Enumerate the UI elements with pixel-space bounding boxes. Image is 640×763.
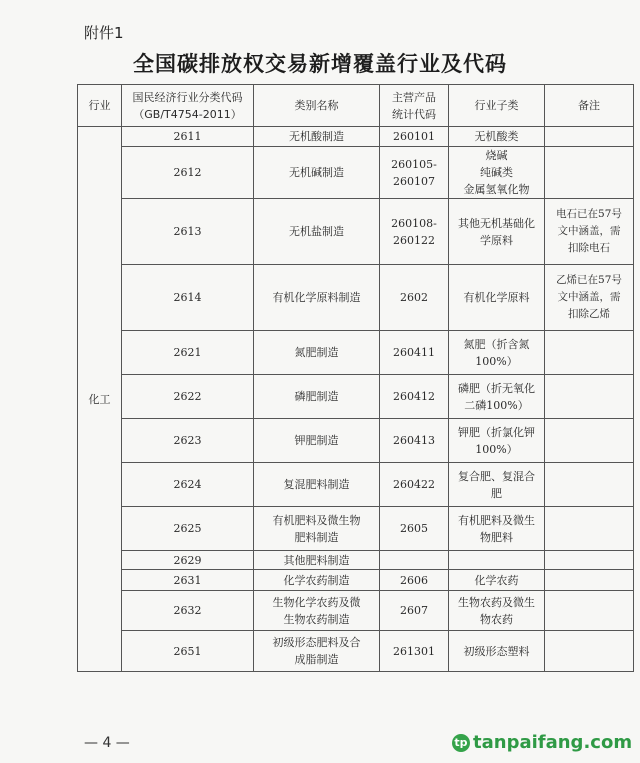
sub-industry-cell-line: 化学农药: [474, 573, 519, 587]
sub-industry-cell-line: 二磷100%）: [464, 398, 529, 412]
table-row: [78, 147, 634, 199]
sub-industry-cell: [449, 591, 545, 631]
category-cell-line: 有机化学原料制造: [272, 291, 361, 304]
product-code-cell-line: 2607: [400, 604, 428, 617]
industry-cell: 化工: [78, 127, 122, 672]
sub-industry-cell: [449, 463, 545, 507]
gb-code-cell: 2613: [122, 199, 254, 265]
note-cell: [545, 570, 634, 591]
table-row: [78, 507, 634, 551]
sub-industry-cell-line: 学原料: [480, 233, 513, 247]
category-cell-line: 无机碱制造: [289, 166, 344, 179]
product-code-cell-line: 2602: [400, 291, 428, 304]
sub-industry-cell-line: 烧碱: [485, 149, 508, 162]
category-cell-line: 化学农药制造: [283, 573, 350, 587]
sub-industry-cell: [449, 551, 545, 570]
gb-code-cell: 2622: [122, 375, 254, 419]
category-cell-line: 成脂制造: [294, 653, 339, 666]
category-cell-line: 磷肥制造: [294, 390, 339, 403]
sub-industry-cell: [449, 570, 545, 591]
tanpaifang-logo-icon: tp: [452, 734, 470, 752]
product-code-cell: [380, 331, 449, 375]
sub-industry-cell-line: 氮肥（折含氮: [463, 337, 530, 351]
header-product-code: [380, 85, 449, 127]
note-cell-line: 电石已在57号: [556, 208, 622, 220]
sub-industry-cell-line: 有机化学原料: [463, 291, 530, 304]
gb-code-cell: 2623: [122, 419, 254, 463]
gb-code-cell: 2632: [122, 591, 254, 631]
table-row: [78, 331, 634, 375]
category-cell: [254, 419, 380, 463]
product-code-cell-line: 260108-: [391, 216, 437, 230]
sub-industry-cell: [449, 199, 545, 265]
note-cell-line: 扣除电石: [568, 242, 610, 254]
product-code-cell-line: 260411: [393, 346, 435, 359]
gb-code-cell: 2625: [122, 507, 254, 551]
page-number: — 4 —: [84, 735, 130, 751]
note-cell: [545, 631, 634, 672]
product-code-cell-line: 261301: [393, 644, 435, 658]
note-cell: [545, 199, 634, 265]
sub-industry-cell-line: 其他无机基础化: [458, 216, 535, 230]
product-code-cell-line: 260122: [393, 233, 435, 247]
category-cell: [254, 570, 380, 591]
header-sub-industry: 行业子类: [449, 85, 545, 127]
sub-industry-cell-line: 初级形态塑料: [463, 644, 530, 658]
category-cell: [254, 591, 380, 631]
note-cell-line: 文中涵盖，需: [557, 291, 621, 303]
product-code-cell-line: 260413: [393, 434, 435, 447]
category-cell-line: 氮肥制造: [294, 346, 339, 359]
product-code-cell-line: 260412: [393, 390, 435, 403]
table-row: [78, 199, 634, 265]
product-code-cell: [380, 375, 449, 419]
category-cell: [254, 463, 380, 507]
product-code-cell-line: 260105-: [391, 157, 437, 171]
sub-industry-cell: [449, 375, 545, 419]
sub-industry-cell-line: 金属氢氧化物: [463, 183, 530, 196]
product-code-cell: [380, 199, 449, 265]
sub-industry-cell-line: 磷肥（折无氧化: [458, 381, 535, 395]
product-code-cell: [380, 147, 449, 199]
product-code-cell: [380, 591, 449, 631]
product-code-cell: [380, 127, 449, 147]
category-cell: [254, 507, 380, 551]
gb-code-cell: 2651: [122, 631, 254, 672]
category-cell-line: 其他肥料制造: [283, 553, 350, 567]
header-product-line2: 统计代码: [392, 107, 436, 121]
sub-industry-cell-line: 生物农药及微生: [458, 595, 535, 609]
note-cell: [545, 591, 634, 631]
sub-industry-cell-line: 物肥料: [480, 530, 513, 544]
header-note: 备注: [545, 85, 634, 127]
table-row: [78, 419, 634, 463]
gb-code-cell: 2624: [122, 463, 254, 507]
sub-industry-cell-line: 纯碱类: [480, 166, 513, 179]
note-cell: [545, 265, 634, 331]
note-cell: [545, 419, 634, 463]
category-cell-line: 有机肥料及微生物: [272, 513, 361, 527]
header-industry: 行业: [78, 85, 122, 127]
product-code-cell: [380, 551, 449, 570]
sub-industry-cell: [449, 265, 545, 331]
table-row: [78, 631, 634, 672]
sub-industry-cell-line: 钾肥（折氯化钾: [458, 425, 535, 439]
note-cell: [545, 331, 634, 375]
note-cell: [545, 375, 634, 419]
header-gb-code: [122, 85, 254, 127]
sub-industry-cell: [449, 331, 545, 375]
category-cell-line: 无机盐制造: [289, 225, 344, 238]
gb-code-cell: 2611: [122, 127, 254, 147]
industry-code-table: [77, 84, 634, 672]
product-code-cell: [380, 419, 449, 463]
note-cell: [545, 127, 634, 147]
note-cell: [545, 507, 634, 551]
watermark-text: tanpaifang.com: [473, 732, 633, 753]
sub-industry-cell: [449, 631, 545, 672]
note-cell-line: 乙烯已在57号: [556, 274, 622, 286]
sub-industry-cell-line: 肥: [491, 486, 502, 500]
note-cell-line: 文中涵盖，需: [557, 225, 621, 237]
category-cell: [254, 127, 380, 147]
category-cell-line: 钾肥制造: [294, 434, 339, 447]
attachment-label: 附件1: [84, 24, 124, 42]
sub-industry-cell: [449, 147, 545, 199]
note-cell: [545, 147, 634, 199]
gb-code-cell: 2621: [122, 331, 254, 375]
product-code-cell-line: 260422: [393, 478, 435, 491]
table-row: [78, 551, 634, 570]
sub-industry-cell-line: 复合肥、复混合: [458, 469, 535, 483]
product-code-cell-line: 2605: [400, 522, 428, 535]
gb-code-cell: 2612: [122, 147, 254, 199]
table-row: [78, 127, 634, 147]
category-cell-line: 初级形态肥料及合: [272, 636, 361, 649]
category-cell: [254, 265, 380, 331]
product-code-cell: [380, 631, 449, 672]
table-row: [78, 375, 634, 419]
product-code-cell-line: 260101: [393, 130, 435, 143]
table-row: [78, 570, 634, 591]
table-row: [78, 463, 634, 507]
product-code-cell-line: 2606: [400, 573, 428, 587]
sub-industry-cell: [449, 419, 545, 463]
category-cell-line: 生物农药制造: [283, 612, 350, 626]
gb-code-cell: 2614: [122, 265, 254, 331]
note-cell-line: 扣除乙烯: [568, 308, 610, 320]
product-code-cell-line: 260107: [393, 174, 435, 188]
watermark: [452, 732, 632, 753]
header-gb-code-line1: 国民经济行业分类代码: [132, 90, 243, 104]
sub-industry-cell-line: 100%）: [475, 354, 518, 368]
sub-industry-cell: [449, 507, 545, 551]
product-code-cell: [380, 507, 449, 551]
sub-industry-cell-line: 无机酸类: [474, 130, 519, 143]
note-cell: [545, 463, 634, 507]
header-product-line1: 主营产品: [392, 90, 436, 104]
sub-industry-cell-line: 有机肥料及微生: [458, 513, 535, 527]
gb-code-cell: 2631: [122, 570, 254, 591]
category-cell: [254, 551, 380, 570]
category-cell: [254, 331, 380, 375]
gb-code-cell: 2629: [122, 551, 254, 570]
product-code-cell: [380, 265, 449, 331]
category-cell-line: 肥料制造: [294, 530, 339, 544]
category-cell: [254, 631, 380, 672]
category-cell-line: 复混肥料制造: [283, 478, 350, 491]
sub-industry-cell: [449, 127, 545, 147]
table-row: [78, 265, 634, 331]
header-gb-code-line2: （GB/T4754-2011）: [133, 107, 242, 121]
category-cell-line: 无机酸制造: [289, 130, 344, 143]
category-cell: [254, 375, 380, 419]
header-category: 类别名称: [254, 85, 380, 127]
table-row: [78, 591, 634, 631]
sub-industry-cell-line: 物农药: [480, 612, 513, 626]
document-title: 全国碳排放权交易新增覆盖行业及代码: [133, 51, 507, 76]
sub-industry-cell-line: 100%）: [475, 442, 518, 456]
product-code-cell: [380, 570, 449, 591]
note-cell: [545, 551, 634, 570]
category-cell-line: 生物化学农药及微: [272, 595, 361, 609]
category-cell: [254, 199, 380, 265]
product-code-cell: [380, 463, 449, 507]
table-header-row: [78, 85, 634, 127]
category-cell: [254, 147, 380, 199]
